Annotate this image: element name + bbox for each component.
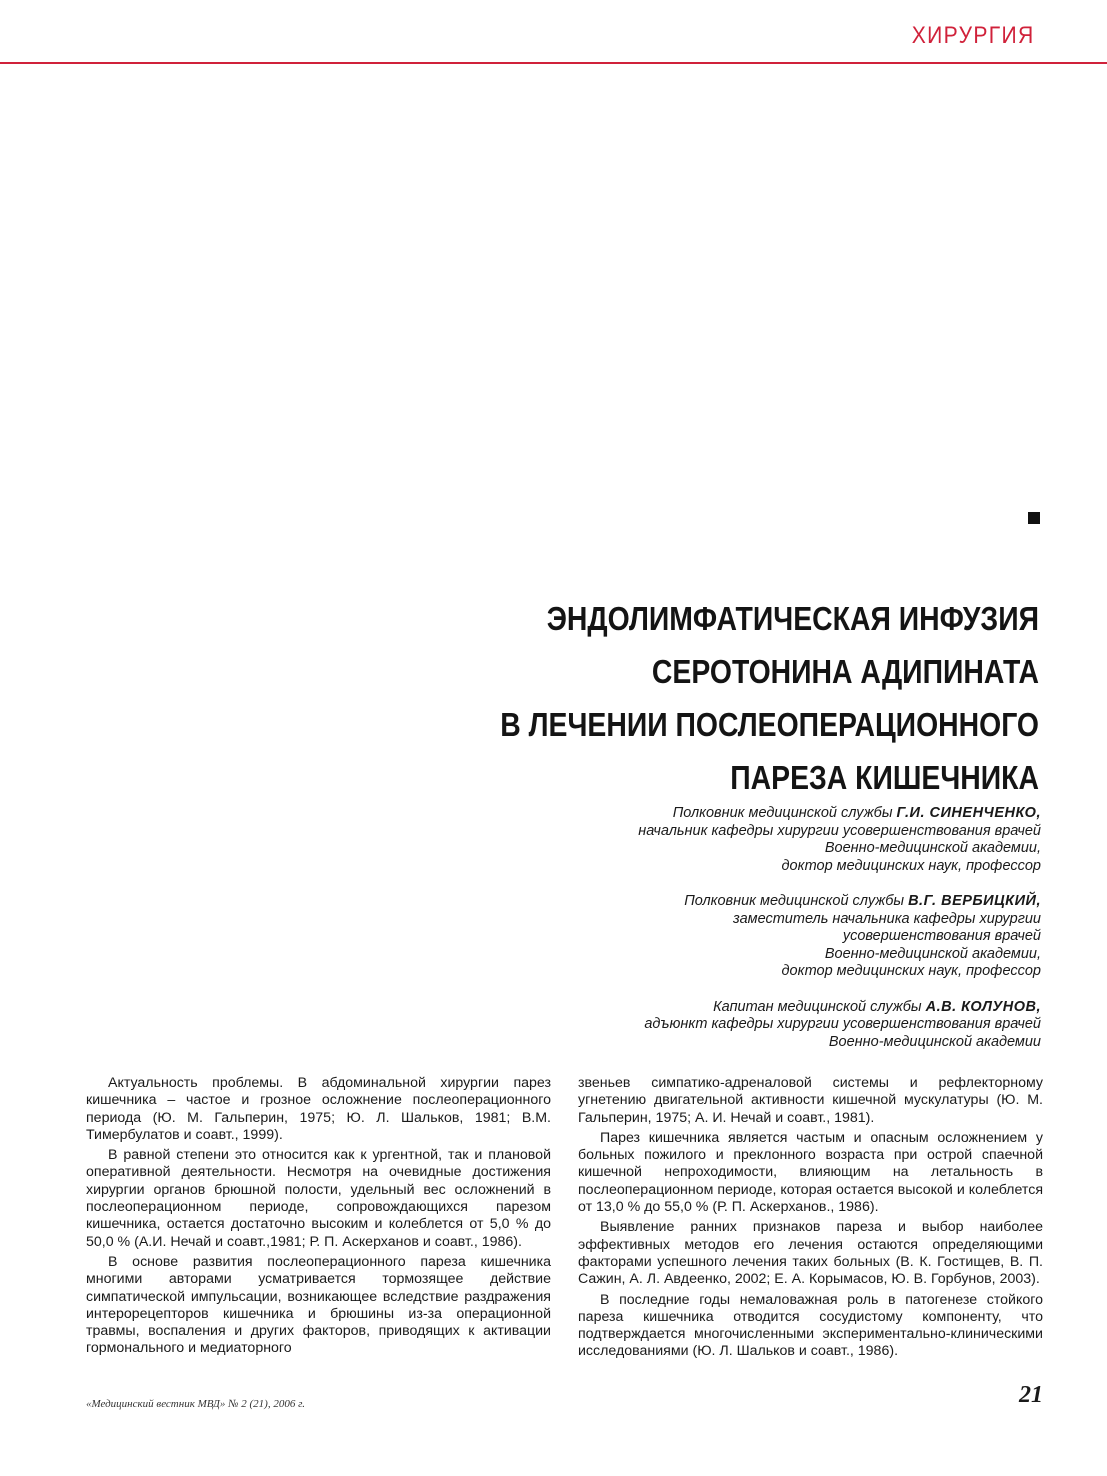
body-paragraph: В равной степени это относится как к ургентной, так и плановой оперативной деятельности. Несмотря на очевидные достижения хирургии органов брюшной полости, удельный вес осложнений в послеоперационном периоде, сопровождающихся парезом кишечника, остается достаточно высоким и колеблется от 5,0 % до 50,0 % (А.И. Нечай и соавт.,1981; Р. П. Аскерханов и соавт., 1986). [86, 1147, 551, 1250]
author-name: Г.И. СИНЕНЧЕНКО, [896, 805, 1041, 821]
author-rank: Полковник медицинской службы [672, 805, 897, 821]
author-rank: Полковник медицинской службы [684, 893, 909, 909]
article-title [399, 592, 1039, 804]
author-heading [421, 999, 1041, 1017]
author-degree: доктор медицинских наук, профессор [781, 963, 1041, 979]
body-column-left [86, 1075, 551, 1361]
title-line: ЭНДОЛИМФАТИЧЕСКАЯ ИНФУЗИЯ [546, 600, 1039, 637]
title-line: ПАРЕЗА КИШЕЧНИКА [730, 759, 1039, 796]
page-number: 21 [1019, 1382, 1043, 1408]
section-label: ХИРУРГИЯ [912, 22, 1035, 49]
author-degree: доктор медицинских наук, профессор [781, 857, 1041, 874]
author-affiliation: Военно-медицинской академии, [824, 840, 1041, 856]
body-paragraph: Выявление ранних признаков пареза и выбор наиболее эффективных методов его лечения остаются определяющими факторами успешного лечения таких больных (В. К. Гостищев, В. П. Сажин, А. Л. Авдеенко, 2002; Е. А. Корымасов, Ю. В. Горбунов, 2003). [578, 1219, 1043, 1288]
author-affiliation: заместитель начальника кафедры хирургии [733, 910, 1041, 927]
body-paragraph: Актуальность проблемы. В абдоминальной хирургии парез кишечника – частое и грозное осложнение послеоперационного периода (Ю. М. Гальперин, 1975; Ю. Л. Шальков, 1981; В.М. Тимербулатов и соавт., 1999). [86, 1075, 551, 1143]
body-paragraph: Парез кишечника является частым и опасным осложнением у больных пожилого и преклонного возраста при острой спаечной кишечной непроходимости, влияющим на летальность в послеоперационном периоде, которая остается высокой и колеблется от 13,0 % до 55,0 % (Р. П. Аскерханов., 1986). [578, 1129, 1043, 1216]
author-heading [421, 805, 1041, 823]
author-affiliation: Военно-медицинской академии, [824, 945, 1041, 962]
square-marker [1028, 512, 1040, 524]
author-affiliation: начальник кафедры хирургии усовершенствования врачей [638, 822, 1041, 839]
author-entry [421, 893, 1041, 981]
body-paragraph: В основе развития послеоперационного пареза кишечника многими авторами усматривается тормозящее действие симпатической импульсации, возникающее вследствие раздражения интерорецепторов кишечника и брюшины из-за операционной травмы, воспаления и других факторов, приводящих к активации гормонального и медиаторного [86, 1253, 551, 1357]
author-rank: Капитан медицинской службы [713, 998, 926, 1015]
author-name: А.В. КОЛУНОВ, [925, 998, 1041, 1015]
author-entry [421, 805, 1041, 875]
author-list [421, 805, 1041, 1069]
author-name: В.Г. ВЕРБИЦКИЙ, [908, 893, 1041, 909]
title-line: В ЛЕЧЕНИИ ПОСЛЕОПЕРАЦИОННОГО [500, 706, 1040, 743]
header-rule [0, 62, 1107, 64]
footer-journal-citation: «Медицинский вестник МВД» № 2 (21), 2006 г. [86, 1398, 305, 1410]
author-heading [421, 893, 1041, 911]
author-entry [421, 999, 1041, 1052]
author-affiliation: усовершенствования врачей [842, 928, 1041, 944]
author-affiliation: адъюнкт кафедры хирургии усовершенствования врачей [644, 1016, 1041, 1032]
body-paragraph-continued: звеньев симпатико-адреналовой системы и рефлекторному угнетению двигательной активности кишечной мускулатуры (Ю. М. Гальперин, 1975; А. И. Нечай и соавт., 1981). [578, 1075, 1043, 1126]
body-column-right [578, 1075, 1043, 1364]
title-line: СЕРОТОНИНА АДИПИНАТА [651, 653, 1039, 690]
author-affiliation: Военно-медицинской академии [828, 1033, 1041, 1050]
body-paragraph: В последние годы немаловажная роль в патогенезе стойкого пареза кишечника отводится сосудистому компоненту, что подтверждается многочисленными экспериментально-клиническими исследованиями (Ю. Л. Шальков и соавт., 1986). [578, 1291, 1043, 1360]
